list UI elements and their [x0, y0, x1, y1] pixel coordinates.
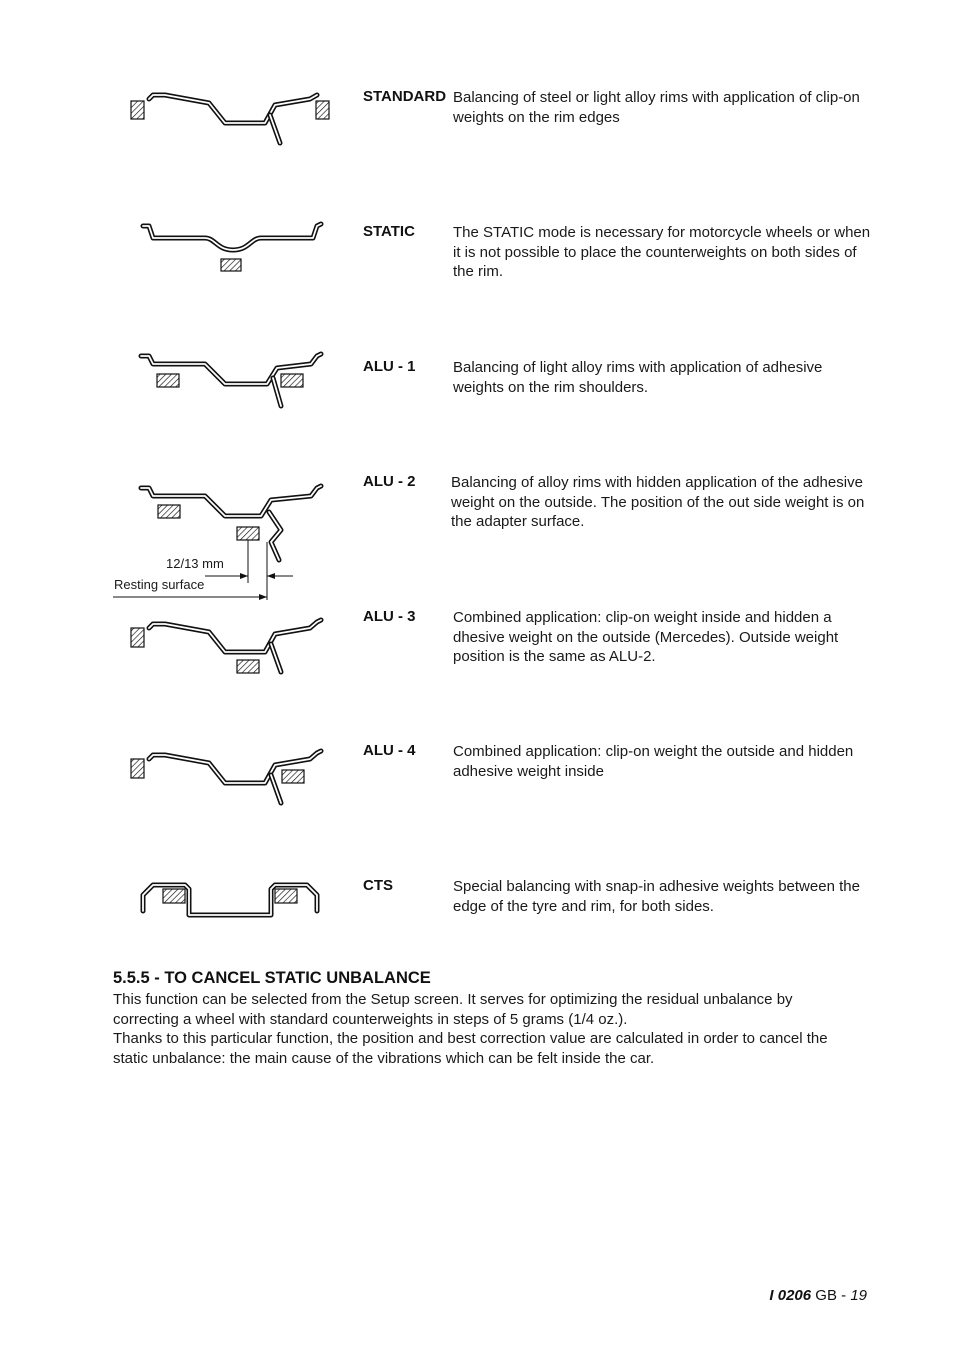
rim-diagram-static	[135, 218, 335, 278]
mode-name-standard: STANDARD	[363, 88, 447, 105]
distance-label: 12/13 mm	[166, 556, 224, 571]
clip-on-weight-inner	[131, 628, 144, 647]
adhesive-weight-outer	[281, 374, 303, 387]
mode-description-alu-4: Combined application: clip-on weight the outside and hidden adhesive weight inside	[453, 743, 854, 780]
adhesive-weight-hidden-outer	[237, 660, 259, 673]
mode-name-alu-1: ALU - 1	[363, 358, 416, 375]
mode-name-alu-3: ALU - 3	[363, 608, 416, 625]
adhesive-weight-inner	[158, 505, 180, 518]
doc-code: I 0206	[769, 1287, 812, 1304]
language-code: GB -	[815, 1287, 847, 1304]
section-paragraph-1: This function can be selected from the Setup screen. It serves for optimizing the residual unbalance by correcting a wheel with standard counterweights in steps of 5 grams (1/4 oz.).	[113, 991, 793, 1028]
rim-diagram-alu-3	[125, 614, 345, 679]
adhesive-weight-hidden-outer	[237, 527, 259, 540]
snap-in-weight-inner	[163, 889, 185, 903]
mode-name-static: STATIC	[363, 223, 415, 240]
snap-in-weight-outer	[275, 889, 297, 903]
page-footer	[769, 1287, 867, 1304]
clip-on-weight-outer	[316, 101, 329, 119]
rim-diagram-cts	[135, 875, 335, 925]
mode-description-cts: Special balancing with snap-in adhesive weights between the edge of the tyre and rim, for both sides.	[453, 878, 860, 915]
mode-name-cts: CTS	[363, 877, 393, 894]
mode-description-alu-3: Combined application: clip-on weight inside and hidden a dhesive weight on the outside (Mercedes). Outside weight position is the same as ALU-2.	[453, 609, 839, 665]
rim-diagram-alu-4	[125, 745, 345, 810]
adhesive-weight-hidden-inner	[282, 770, 304, 783]
clip-on-weight-inner	[131, 101, 144, 119]
mode-description-alu-2: Balancing of alloy rims with hidden application of the adhesive weight on the outside. The position of the out side weight is on the adapter surface.	[451, 474, 865, 530]
page-number: 19	[850, 1287, 867, 1304]
resting-surface-label: Resting surface	[114, 577, 205, 592]
mode-name-alu-2: ALU - 2	[363, 473, 416, 490]
rim-diagram-alu-1	[135, 348, 335, 418]
mode-description-alu-1: Balancing of light alloy rims with application of adhesive weights on the rim shoulders.	[453, 359, 823, 396]
mode-name-alu-4: ALU - 4	[363, 742, 416, 759]
section-title: 5.5.5 - TO CANCEL STATIC UNBALANCE	[113, 969, 431, 987]
mode-description-standard: Balancing of steel or light alloy rims with application of clip-on weights on the rim edges	[453, 89, 860, 126]
rim-diagram-standard	[125, 85, 345, 155]
adhesive-weight-inner	[157, 374, 179, 387]
adhesive-weight-center	[221, 259, 241, 271]
section-paragraph-2: Thanks to this particular function, the position and best correction value are calculated in order to cancel the static unbalance: the main cause of the vibrations which can be felt inside the car.	[113, 1030, 828, 1067]
mode-description-static: The STATIC mode is necessary for motorcycle wheels or when it is not possible to place the counterweights on both sides of the rim.	[453, 224, 871, 280]
clip-on-weight-outer	[131, 759, 144, 778]
